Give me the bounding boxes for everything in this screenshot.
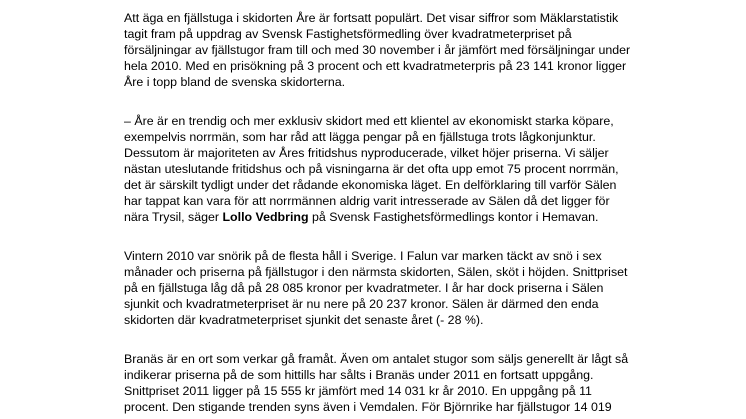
- text-line: Snittpriset 2011 ligger på 15 555 kr jämfört med 14 031 kr år 2010. En uppgång på 11: [124, 384, 592, 398]
- paragraph-quote: [124, 113, 644, 225]
- text-line: procent. Den stigande trenden syns även i Vemdalen. För Björnrike har fjällstugor 14 019: [124, 400, 612, 414]
- text-line: har tappat kan vara för att norrmännen aldrig varit intresserade av Sälen då det ligger för: [124, 194, 610, 208]
- paragraph-branas: [124, 351, 644, 415]
- text-line: – Åre är en trendig och mer exklusiv skidort med ett klientel av ekonomiskt starka köpare,: [124, 114, 614, 128]
- text-line: Åre i topp bland de svenska skidorterna.: [124, 75, 346, 89]
- text-line: indikerar priserna på de som hittills har sålts i Branäs under 2011 en fortsatt uppgång.: [124, 368, 594, 382]
- person-name: Lollo Vedbring: [222, 210, 309, 224]
- paragraph-winter-2010: [124, 248, 644, 328]
- text-line: försäljningar av fjällstugor fram till och med 30 november i år jämfört med försäljningar under: [124, 43, 631, 57]
- text-line: Att äga en fjällstuga i skidorten Åre är fortsatt populärt. Det visar siffror som Mäklarstatistik: [124, 11, 619, 25]
- paragraph-intro: [124, 10, 644, 90]
- text-line: tagit fram på uppdrag av Svensk Fastighetsförmedling över kvadratmeterpriset på: [124, 27, 572, 41]
- text-line: det är särskilt tydligt under det rådande ekonomiska läget. En delförklaring till varför Sälen: [124, 178, 617, 192]
- text-line: hela 2010. Med en prisökning på 3 procent och ett kvadratmeterpris på 23 141 kronor ligger: [124, 59, 627, 73]
- text-line: Dessutom är majoriteten av Åres fritidshus nyproducerade, vilket höjer priserna. Vi säljer: [124, 146, 609, 160]
- text-line: på en fjällstuga låg då på 28 085 kronor per kvadratmeter. I år har dock priserna i Sälen: [124, 281, 604, 295]
- text-line: skidorten där kvadratmeterpriset sjunkit det senaste året (- 28 %).: [124, 313, 484, 327]
- text-line: Vintern 2010 var snörik på de flesta håll i Sverige. I Falun var marken täckt av snö i sex: [124, 249, 602, 263]
- text-line: nästan uteslutande fritidshus och på visningarna är det ofta upp emot 75 procent norrmän,: [124, 162, 619, 176]
- text-line: sjunkit och kvadratmeterpriset är nu nere på 20 237 kronor. Sälen är därmed den enda: [124, 297, 599, 311]
- text-line: Branäs är en ort som verkar gå framåt. Även om antalet stugor som säljs generellt är lågt så: [124, 352, 629, 366]
- text-segment: på Svensk Fastighetsförmedlings kontor i Hemavan.: [308, 210, 599, 224]
- text-line: exempelvis norrmän, som har råd att lägga pengar på en fjällstuga trots lågkonjunktur.: [124, 130, 596, 144]
- text-segment: nära Trysil, säger: [124, 210, 223, 224]
- text-line: månader och priserna på fjällstugor i den närmsta skidorten, Sälen, sköt i höjden. Snittpriset: [124, 265, 628, 279]
- text-line-with-name: [124, 209, 644, 225]
